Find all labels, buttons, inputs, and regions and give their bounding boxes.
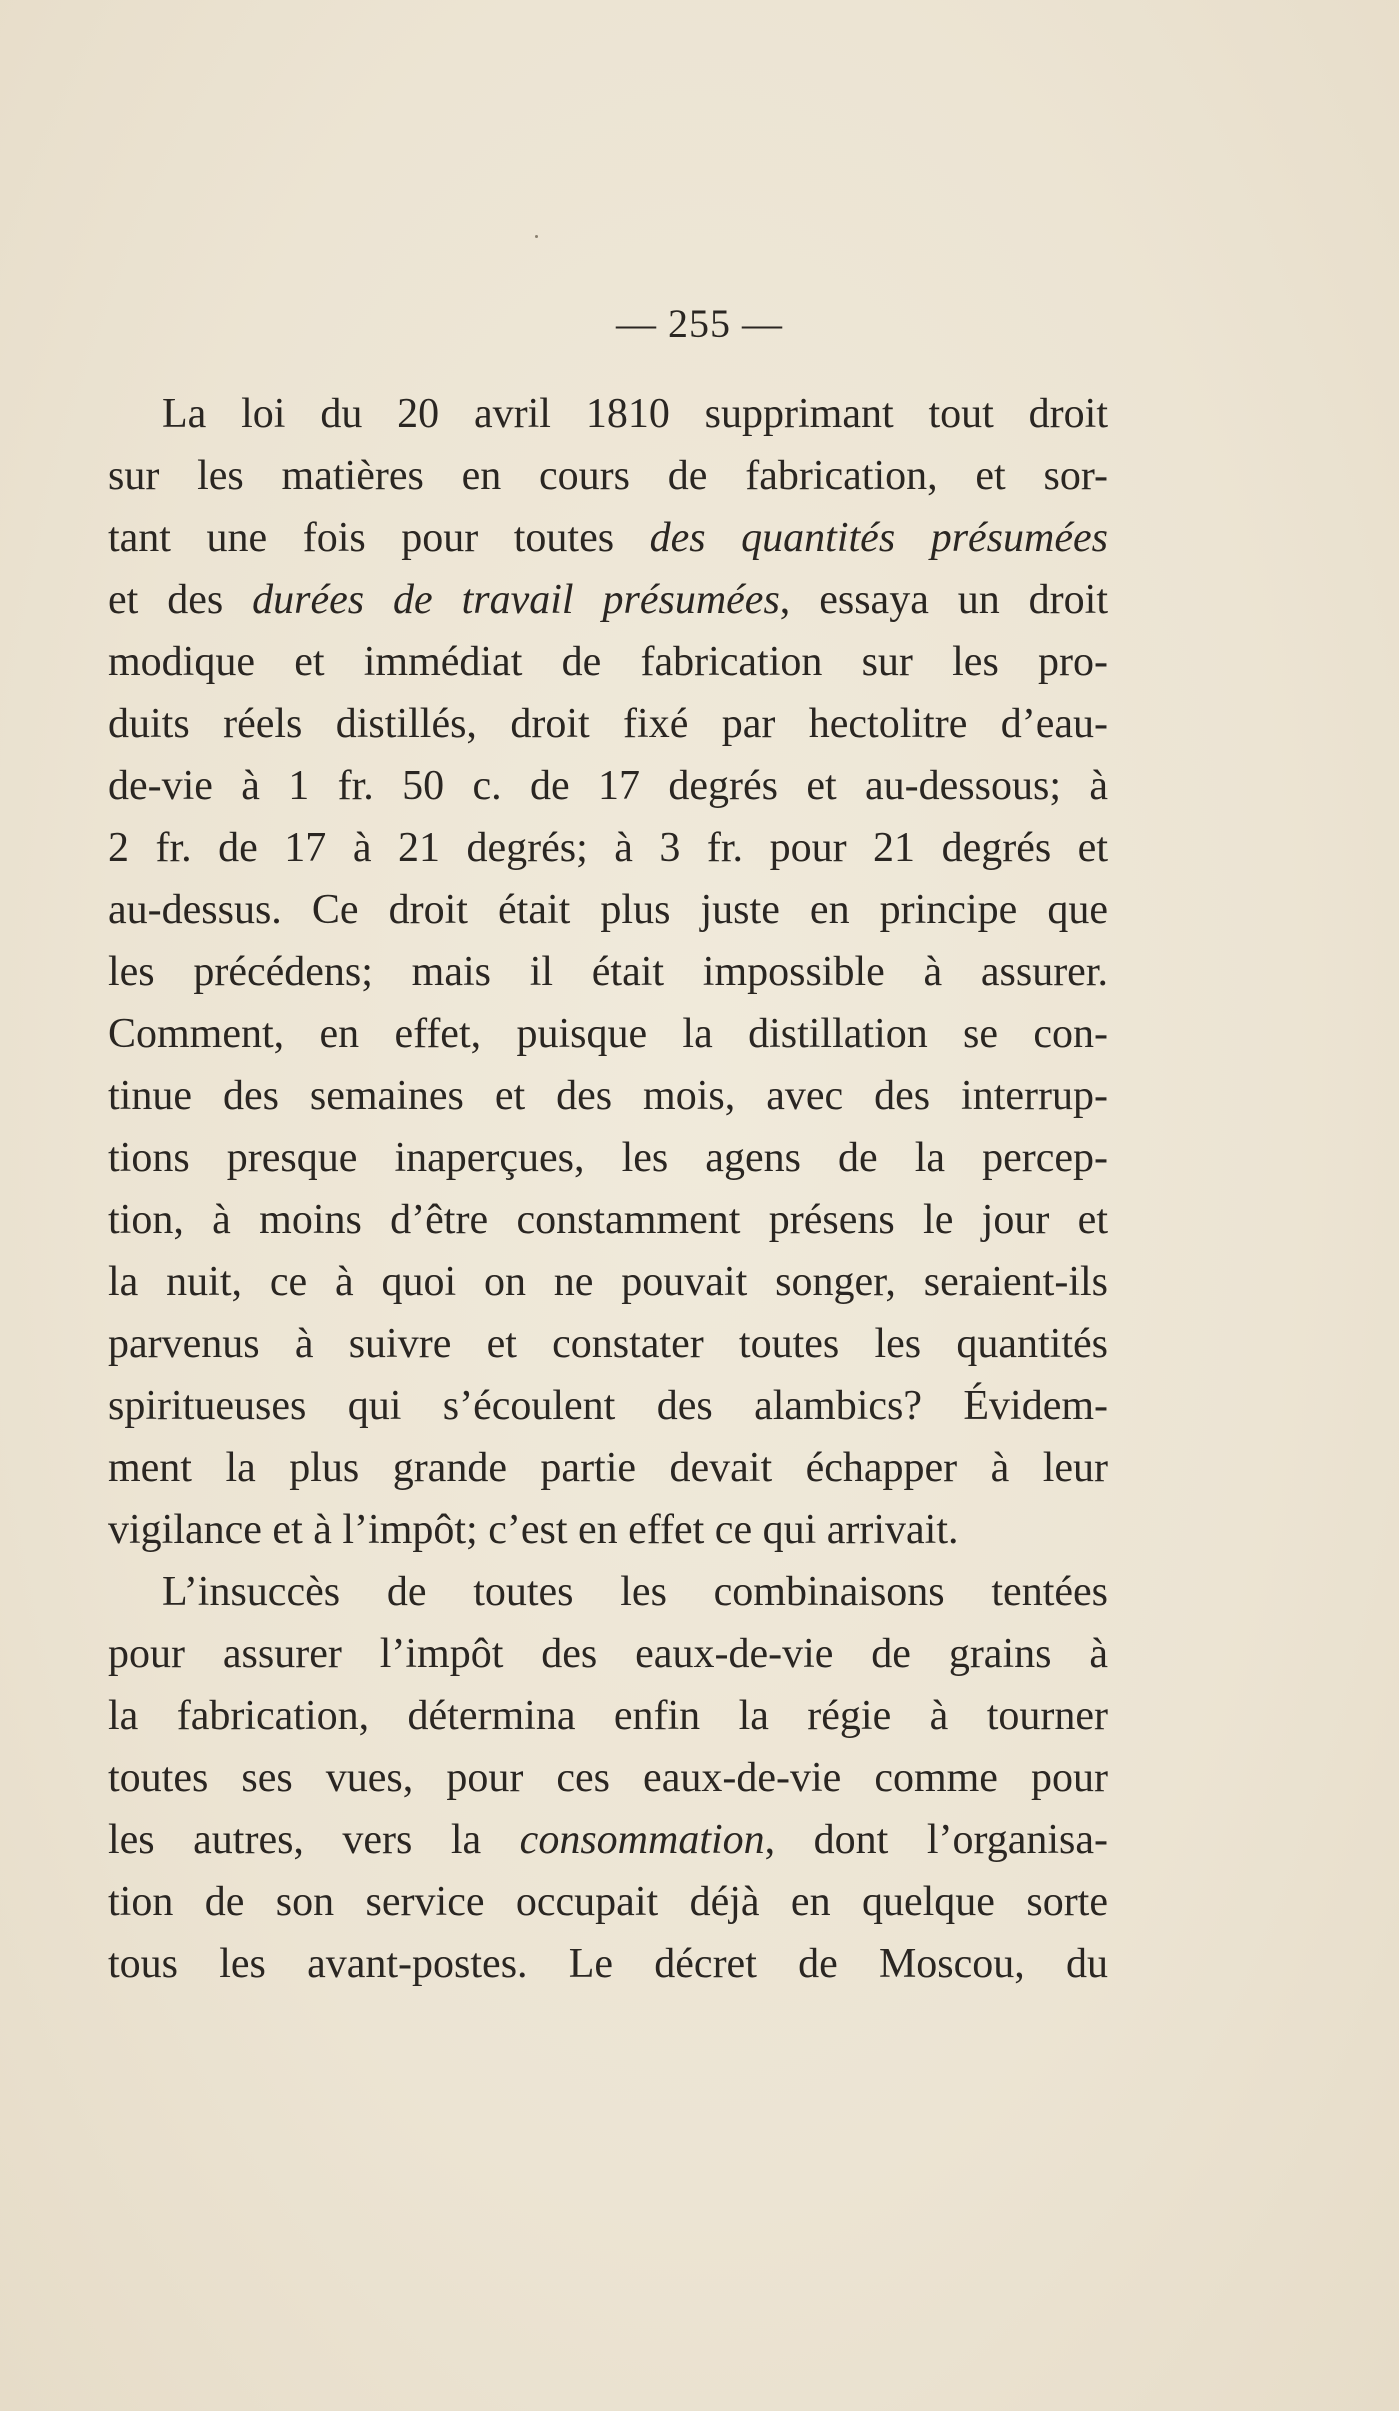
text-segment: pour assurer l’impôt des eaux-de-vie de grains à xyxy=(108,1631,1108,1677)
text-segment: tinue des semaines et des mois, avec des interrup- xyxy=(108,1073,1108,1119)
text-segment: , dont l’organisa- xyxy=(764,1817,1108,1863)
text-line xyxy=(108,383,1108,445)
paper-speck xyxy=(535,235,538,238)
text-segment: les autres, vers la xyxy=(108,1817,520,1863)
text-line xyxy=(108,1189,1108,1251)
text-segment: modique et immédiat de fabrication sur les pro- xyxy=(108,639,1108,685)
text-segment: La loi du 20 avril 1810 supprimant tout droit xyxy=(162,391,1108,437)
text-line xyxy=(108,445,1108,507)
text-segment: parvenus à suivre et constater toutes les quantités xyxy=(108,1321,1108,1367)
text-line xyxy=(108,1747,1108,1809)
italic-text: durées de travail présumées xyxy=(252,577,780,623)
text-line xyxy=(108,1685,1108,1747)
text-line xyxy=(108,1313,1108,1375)
text-line xyxy=(108,1933,1108,1995)
text-line xyxy=(108,1003,1108,1065)
text-line xyxy=(108,1375,1108,1437)
italic-text: consommation xyxy=(519,1817,765,1863)
text-segment: duits réels distillés, droit fixé par hectolitre d’eau- xyxy=(108,701,1108,747)
text-line xyxy=(108,1127,1108,1189)
text-segment: tion, à moins d’être constamment présens le jour et xyxy=(108,1197,1108,1243)
text-segment: ment la plus grande partie devait échapper à leur xyxy=(108,1445,1108,1491)
text-line xyxy=(108,1871,1108,1933)
text-line xyxy=(108,755,1108,817)
text-line xyxy=(108,1623,1108,1685)
text-segment: tions presque inaperçues, les agens de la percep- xyxy=(108,1135,1108,1181)
text-segment: et des xyxy=(108,577,253,623)
text-segment: tous les avant-postes. Le décret de Moscou, du xyxy=(108,1941,1108,1987)
text-line xyxy=(108,817,1108,879)
text-segment: Comment, en effet, puisque la distillation se con- xyxy=(108,1011,1108,1057)
text-segment: L’insuccès de toutes les combinaisons tentées xyxy=(162,1569,1108,1615)
text-line xyxy=(108,569,1108,631)
text-segment: les précédens; mais il était impossible à assurer. xyxy=(108,949,1108,995)
text-segment: au-dessus. Ce droit était plus juste en principe que xyxy=(108,887,1108,933)
text-segment: 2 fr. de 17 à 21 degrés; à 3 fr. pour 21 degrés et xyxy=(108,825,1108,871)
text-line xyxy=(108,1251,1108,1313)
text-line xyxy=(108,1065,1108,1127)
text-segment: spiritueuses qui s’écoulent des alambics? Évidem- xyxy=(108,1383,1108,1429)
text-line xyxy=(108,1561,1108,1623)
text-line xyxy=(108,1809,1108,1871)
text-segment: sur les matières en cours de fabrication, et sor- xyxy=(108,453,1108,499)
text-segment: , essaya un droit xyxy=(779,577,1108,623)
text-line xyxy=(108,1499,1108,1561)
italic-text: des quantités présumées xyxy=(649,515,1108,561)
text-line xyxy=(108,507,1108,569)
text-line xyxy=(108,1437,1108,1499)
text-segment: la fabrication, détermina enfin la régie à tourner xyxy=(108,1693,1108,1739)
text-line xyxy=(108,941,1108,1003)
text-segment: vigilance et à l’impôt; c’est en effet ce qui arrivait. xyxy=(108,1507,959,1553)
text-segment: la nuit, ce à quoi on ne pouvait songer, seraient-ils xyxy=(108,1259,1108,1305)
text-segment: toutes ses vues, pour ces eaux-de-vie comme pour xyxy=(108,1755,1108,1801)
body-text xyxy=(108,383,1108,1995)
text-line xyxy=(108,631,1108,693)
text-segment: tion de son service occupait déjà en quelque sorte xyxy=(108,1879,1108,1925)
text-line xyxy=(108,879,1108,941)
text-segment: de-vie à 1 fr. 50 c. de 17 degrés et au-dessous; à xyxy=(108,763,1108,809)
text-line xyxy=(108,693,1108,755)
page-number: — 255 — xyxy=(616,301,783,346)
text-segment: tant une fois pour toutes xyxy=(108,515,650,561)
